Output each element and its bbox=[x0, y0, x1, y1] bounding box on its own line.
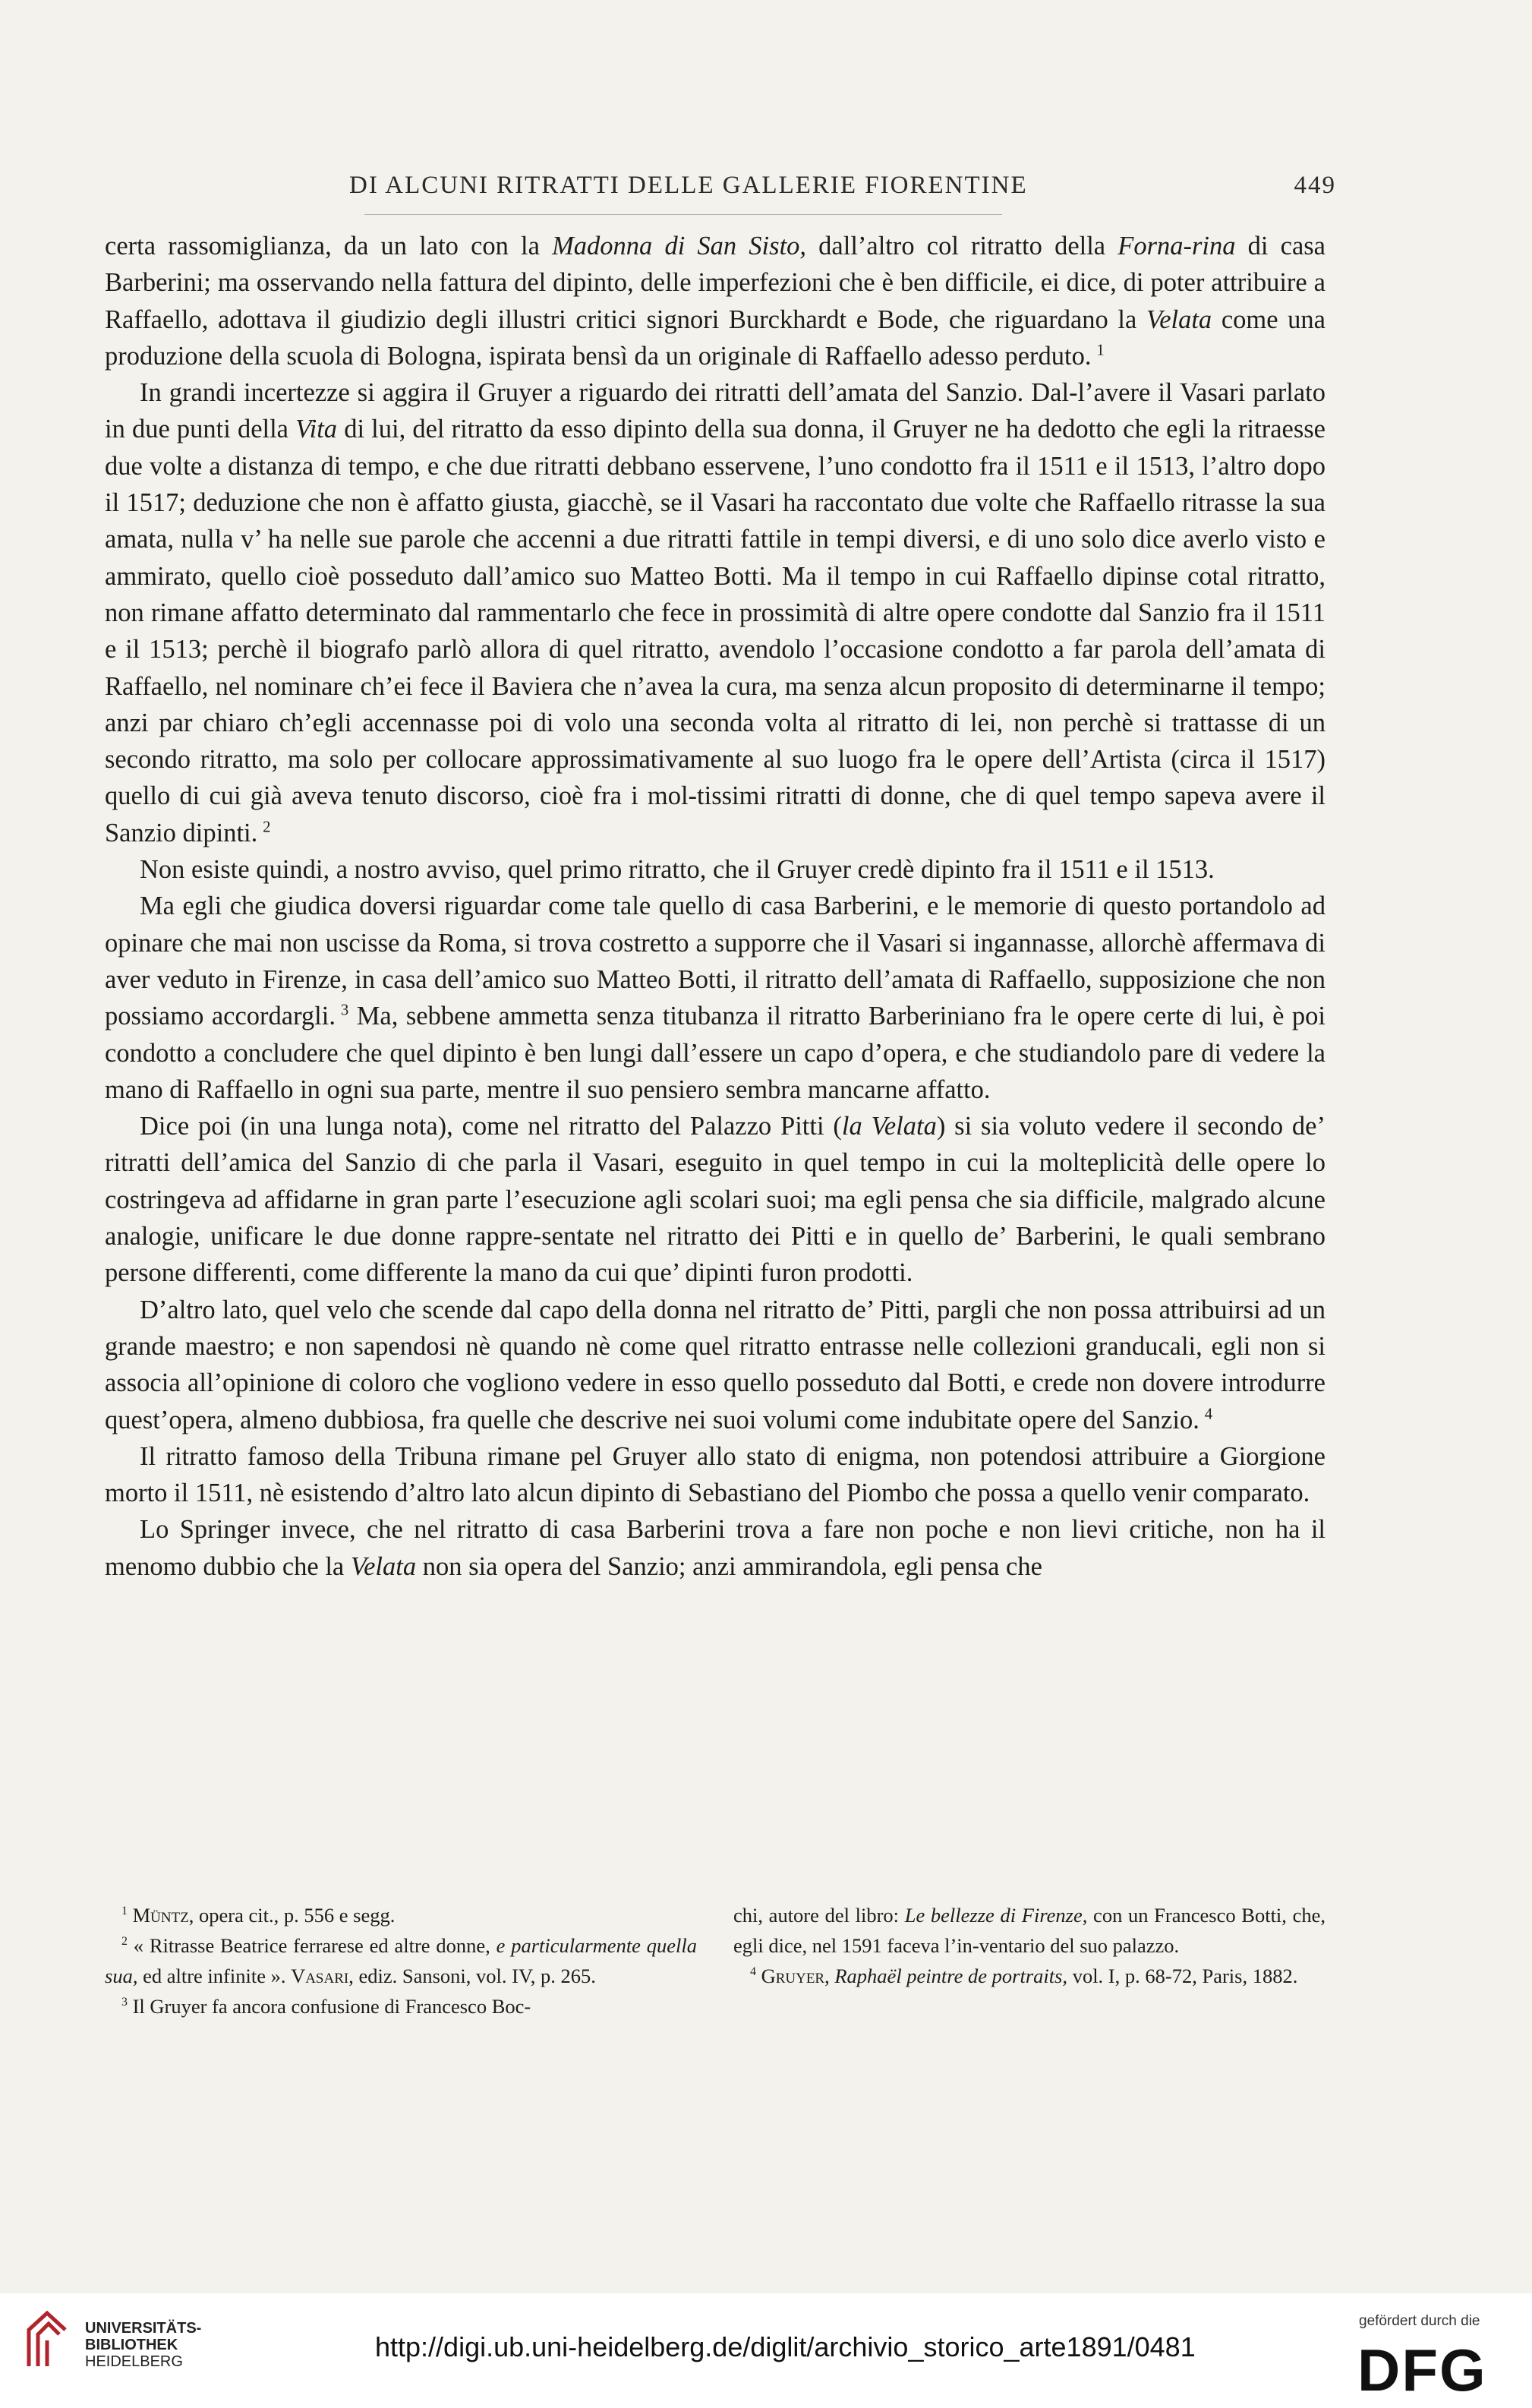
paragraph-1 bbox=[105, 228, 1326, 374]
text: Dice poi (in una lunga nota), come nel ritratto del Palazzo Pitti ( bbox=[140, 1112, 842, 1141]
running-head-title: DI ALCUNI RITRATTI DELLE GALLERIE FIORENTINE bbox=[349, 172, 1028, 199]
footnote-mark: 2 bbox=[121, 1935, 128, 1949]
footnote-ref: 4 bbox=[1204, 1406, 1213, 1422]
text: Il ritratto famoso della Tribuna rimane pel Gruyer allo stato di enigma, non potendosi attribuire a Giorgione morto il 1511, nè esistendo d’altro lato alcun dipinto di Sebastiano del Piombo che possa a quello venir comparato. bbox=[105, 1441, 1326, 1508]
paragraph-6 bbox=[105, 1292, 1326, 1438]
text: di casa Barberini; ma osservando nella fattura del dipinto, delle imperfezioni che è ben difficile, ei dice, di poter attribuire a Raffaello, adottava il giudizio degli illustri critici signori Burckhardt e Bode, che riguardano la bbox=[105, 232, 1326, 334]
text: vol. I, p. 68-72, Paris, 1882. bbox=[1067, 1965, 1298, 1987]
paragraph-8 bbox=[105, 1511, 1326, 1585]
text: con un Francesco Botti, che, egli dice, nel 1591 faceva l’in-ventario del suo palazzo. bbox=[733, 1904, 1326, 1957]
footnote-mark: 1 bbox=[121, 1905, 128, 1918]
author-name: Gruyer bbox=[761, 1965, 825, 1987]
footnote-4 bbox=[733, 1961, 1326, 1991]
footnote-ref: 3 bbox=[340, 1002, 349, 1019]
text: « Ritrasse Beatrice ferrarese ed altre donne, bbox=[127, 1934, 496, 1957]
footnote-3-continued bbox=[733, 1900, 1326, 1961]
library-name-line: HEIDELBERG bbox=[85, 2353, 183, 2370]
text: dall’altro col ritratto della bbox=[806, 232, 1118, 260]
paragraph-3 bbox=[105, 851, 1326, 888]
text: Non esiste quindi, a nostro avviso, quel primo ritratto, che il Gruyer credè dipinto fra il 1511 e il 1513. bbox=[140, 855, 1215, 885]
text: di lui, del ritratto da esso dipinto della sua donna, il Gruyer ne ha dedotto che egli la ritraesse due volte a distanza di tempo, e che due ritratti debbano esservene, l’uno condotto fra il 1511 e il 1513, l’altro dopo il 1517; deduzione che non è affatto giusta, giacchè, se il Vasari ha raccontato due volte che Raffaello ritrasse la sua amata, nulla v’ ha nelle sue parole che accenni a due ritratti fattile in tempi diversi, e di uno solo dice averlo visto e ammirato, quello cioè posseduto dall’amico suo Matteo Botti. Ma il tempo in cui Raffaello dipinse cotal ritratto, non rimane affatto determinato dal rammentarlo che fece in prossimità di altre opere condotte dal Sanzio fra il 1511 e il 1513; perchè il biografo parlò allora di quel ritratto, avendolo l’occasione condotto a far parola dell’amata di Raffaello, nel nominare ch’ei fece il Baviera che n’avea la cura, ma senza alcun proposito di determinarne il tempo; anzi par chiaro ch’egli accennasse poi di volo una seconda volta al ritratto di lei, non perchè si trattasse di un secondo ritratto, ma solo per collocare approssimativamente al suo luogo fra le opere dell’Artista (circa il 1517) quello di cui già aveva tenuto discorso, cioè fra i mol-tissimi ritratti di donne, che di quel tempo sapeva avere il Sanzio dipinti. bbox=[105, 415, 1326, 847]
italic-title: Madonna di San Sisto, bbox=[552, 232, 807, 260]
text: , ediz. Sansoni, vol. IV, p. 265. bbox=[348, 1965, 596, 1987]
text: Ma, sebbene ammetta senza titubanza il ritratto Barberiniano fra le opere certe di lui, è poi condotto a concludere che quel dipinto è ben lungi dall’essere un capo d’opera, e che studiandolo pare di vedere la mano di Raffaello in ogni sua parte, mentre il suo pensiero sembra mancarne affatto. bbox=[105, 1002, 1326, 1104]
text: , bbox=[824, 1965, 835, 1987]
text: Lo Springer invece, che nel ritratto di casa Barberini trova a fare non poche e non lievi critiche, non ha il menomo dubbio che la bbox=[105, 1515, 1326, 1581]
paragraph-2 bbox=[105, 374, 1326, 851]
author-name: Müntz bbox=[132, 1904, 189, 1927]
footnote-ref: 2 bbox=[263, 819, 271, 836]
text: non sia opera del Sanzio; anzi ammirandola, egli pensa che bbox=[416, 1551, 1042, 1581]
footnote-mark: 3 bbox=[121, 1996, 128, 2009]
paragraph-7 bbox=[105, 1438, 1326, 1512]
text: D’altro lato, quel velo che scende dal capo della donna nel ritratto de’ Pitti, pargli che non possa attribuirsi ad un grande maestro; e non sapendosi nè quando nè come quel ritratto entrasse nelle collezioni granducali, egli non si associa all’opinione di coloro che vogliono vedere in esso quello posseduto dal Botti, e crede non dovere introdurre quest’opera, almeno dubbiosa, fra quelle che descrive nei suoi volumi come indubitate opere del Sanzio. bbox=[105, 1295, 1326, 1434]
body-text bbox=[105, 228, 1326, 1585]
italic-title: Vita bbox=[295, 415, 338, 444]
text: , opera cit., p. 556 e segg. bbox=[188, 1904, 396, 1927]
header-rule bbox=[364, 214, 1002, 215]
text: Ma egli che giudica doversi riguardar come tale quello di casa Barberini, e le memorie di questo portandolo ad opinare che mai non uscisse da Roma, si trova costretto a supporre che il Vasari si ingannasse, allorchè affermava di aver veduto in Firenze, in casa dell’amico suo Matteo Botti, il ritratto dell’amata di Raffaello, supposizione che non possiamo accordargli. bbox=[105, 892, 1326, 1031]
text: In grandi incertezze si aggira il Gruyer a riguardo dei ritratti dell’amata del Sanzio. Dal-l’avere il Vasari parlato in due punti della bbox=[105, 378, 1326, 444]
footnote-1 bbox=[105, 1900, 697, 1930]
footnotes-left-column bbox=[105, 1900, 697, 2021]
author-name: Vasari bbox=[291, 1965, 349, 1987]
library-name-line: UNIVERSITÄTS- bbox=[85, 2320, 202, 2337]
paragraph-5 bbox=[105, 1108, 1326, 1291]
text: ) si sia voluto vedere il secondo de’ ritratti dell’amica del Sanzio di che parla il Vasari, eseguito in quel tempo in cui la molteplicità delle opere lo costringeva ad affidarne in gran parte l’esecuzione agli scolari suoi; ma egli pensa che sia difficile, malgrado alcune analogie, unificare le due donne rappre-sentate nel ritratto dei Pitti e in quello de’ Barberini, le quali sembrano persone differenti, come differente la mano da cui que’ dipinti furon prodotti. bbox=[105, 1112, 1326, 1288]
italic-title: Forna-rina bbox=[1117, 232, 1236, 260]
text: come una produzione della scuola di Bologna, ispirata bensì da un originale di Raffaello adesso perduto. bbox=[105, 305, 1326, 371]
footnote-ref: 1 bbox=[1096, 342, 1105, 359]
italic-title: Velata bbox=[1146, 305, 1212, 334]
footnote-2 bbox=[105, 1930, 697, 1991]
footnote-3 bbox=[105, 1991, 697, 2021]
page-number: 449 bbox=[1294, 172, 1336, 199]
text: chi, autore del libro: bbox=[733, 1904, 905, 1927]
italic-title: Le bellezze di Firenze, bbox=[904, 1904, 1088, 1927]
library-logo-icon bbox=[23, 2307, 70, 2372]
italic-quote: e particularmente quella sua, bbox=[105, 1934, 698, 1987]
text: Il Gruyer fa ancora confusione di Francesco Boc- bbox=[127, 1995, 531, 2018]
library-name-line: BIBLIOTHEK bbox=[85, 2337, 178, 2353]
library-name bbox=[85, 2320, 201, 2370]
text: ed altre infinite ». bbox=[137, 1965, 292, 1987]
footnote-mark: 4 bbox=[750, 1965, 756, 1979]
footnotes bbox=[105, 1900, 1326, 2021]
source-url-link[interactable]: http://digi.ub.uni-heidelberg.de/diglit/archivio_storico_arte1891/0481 bbox=[375, 2331, 1196, 2362]
text: certa rassomiglianza, da un lato con la bbox=[105, 232, 553, 260]
italic-title: Velata bbox=[350, 1551, 417, 1581]
italic-title: Raphaël peintre de portraits, bbox=[834, 1965, 1068, 1987]
sponsor-label: gefördert durch die bbox=[1359, 2313, 1480, 2329]
dfg-logo: DFG bbox=[1357, 2337, 1487, 2403]
paragraph-4 bbox=[105, 888, 1326, 1108]
footnotes-right-column bbox=[733, 1900, 1326, 2021]
italic-title: la Velata bbox=[841, 1112, 937, 1141]
